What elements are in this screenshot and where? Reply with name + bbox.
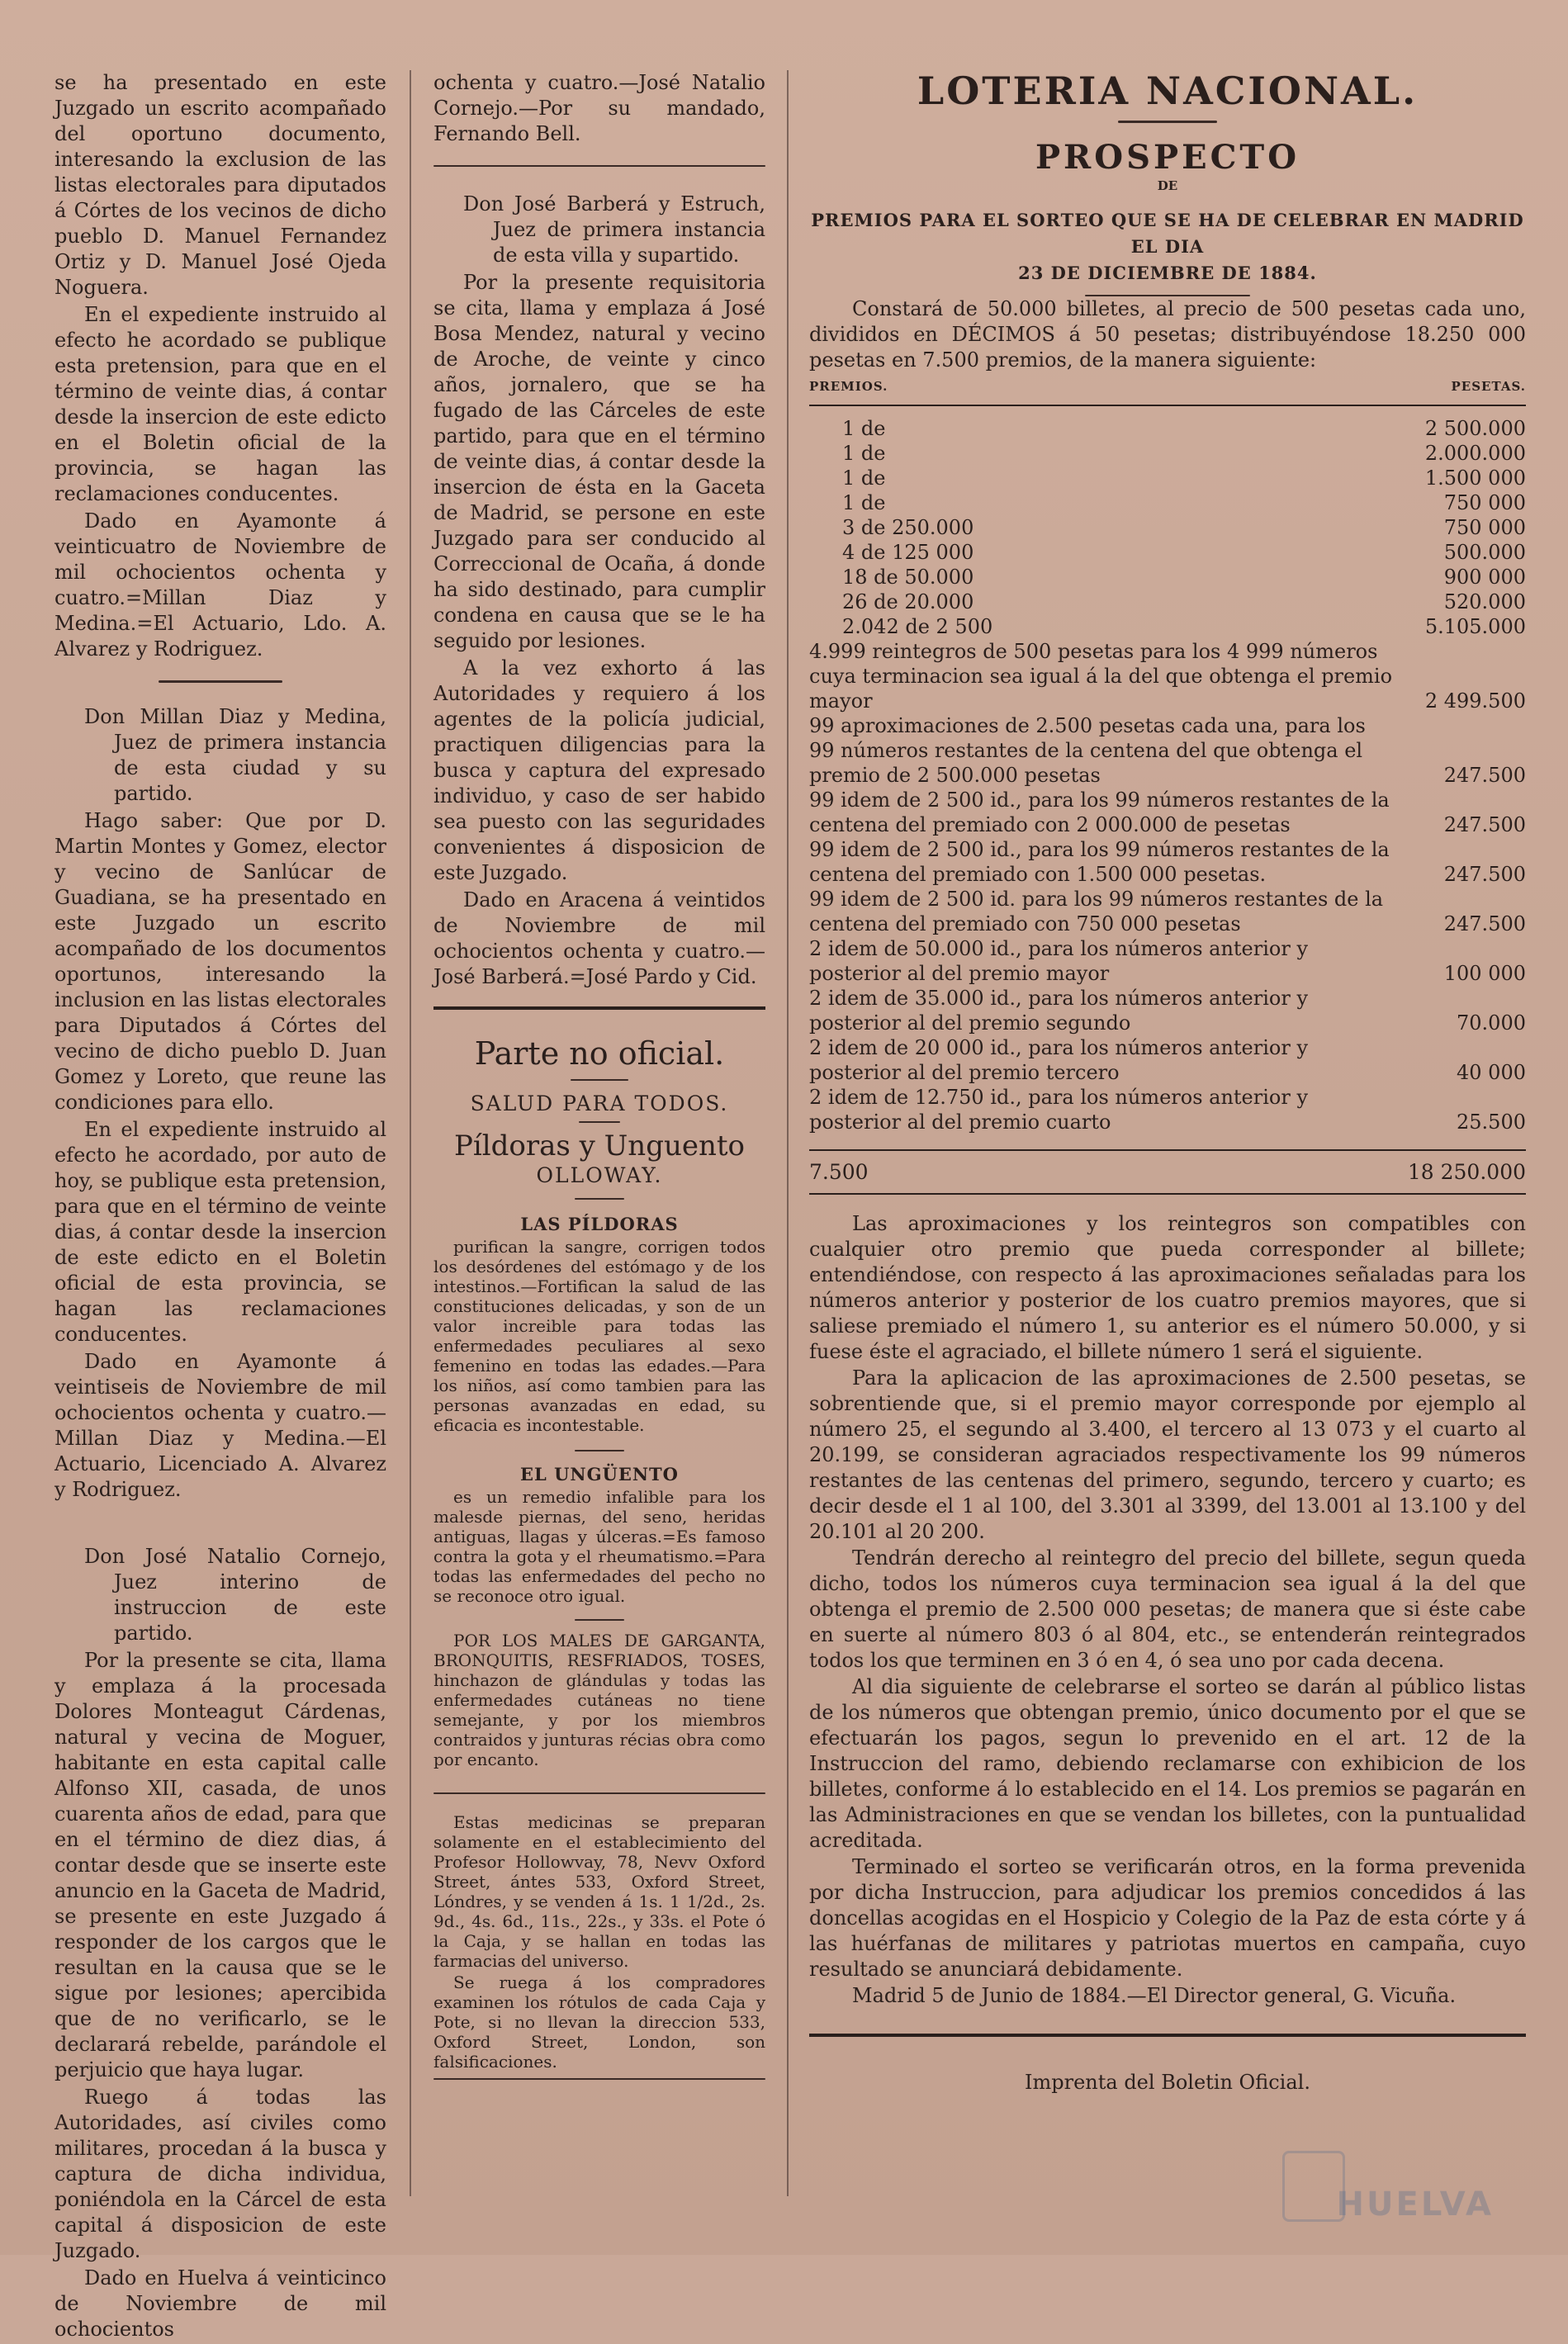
pesetas-header: PESETAS. bbox=[1451, 379, 1526, 394]
prize-row bbox=[809, 1085, 1526, 1134]
separator bbox=[433, 2078, 765, 2080]
prize-row bbox=[809, 1035, 1526, 1085]
prize-label: 1 de bbox=[842, 417, 886, 440]
col1-para: En el expediente instruido al efecto he acordado, por auto de hoy, se publique esta pretension, para que en el término de veinte dias, á contar desde la insercion de este edicto en el Boletin oficial de esta provincia, se hagan las reclamaciones conducentes. bbox=[54, 1118, 386, 1346]
prize-row bbox=[809, 986, 1526, 1035]
prospecto-heading: PROSPECTO bbox=[1035, 138, 1300, 177]
prize-amount: 247.500 bbox=[1443, 813, 1526, 836]
prize-label: 1 de bbox=[842, 491, 886, 514]
prize-amount: 100 000 bbox=[1443, 962, 1526, 985]
prize-label: 2.042 de 2 500 bbox=[842, 615, 993, 638]
ornament-separator bbox=[1118, 121, 1217, 123]
subtitle-line-1: PREMIOS PARA EL SORTEO QUE SE HA DE CELEBRAR EN MADRID EL DIA bbox=[811, 210, 1524, 257]
premios-header: PREMIOS. bbox=[809, 379, 888, 394]
imprenta-footer: Imprenta del Boletin Oficial. bbox=[1025, 2071, 1310, 2094]
loteria-para: Para la aplicacion de las aproximaciones de 2.500 pesetas, se sobrentiende que, si el premio mayor corresponde por ejemplo al número 25, el segundo al 3.400, el tercero al 13 073 y el cuarto al 20.199, se consideran agraciados respectivamente los 99 números restantes de las centenas del primero, segundo, tercero y cuarto; es decir desde el 1 al 100, del 3.301 al 3399, del 13.001 al 13.100 y del 20.101 al 20 200. bbox=[809, 1366, 1526, 1543]
unguento-text: es un remedio infalible para los malesde piernas, del seno, heridas antiguas, llagas y úlceras.=Es famoso contra la gota y el rheumatismo.=Para todas las enfermedades del pecho no se reconoce otro igual. bbox=[433, 1487, 765, 1606]
prize-amount: 2 499.500 bbox=[1424, 689, 1526, 713]
loteria-para: Las aproximaciones y los reintegros son compatibles con cualquier otro premio que pueda corresponder al billete; entendiéndose, con respecto á las aproximaciones señaladas para los números anterior y posterior de los cuatro premios mayores, que si saliese premiado el número 1, su anterior es el número 50.000, y si fuese éste el agraciado, el billete número 1 será el siguiente. bbox=[809, 1212, 1526, 1363]
prize-label: 4.999 reintegros de 500 pesetas para los 4 999 números cuya terminacion sea igual á la del que obtenga el premio mayor bbox=[809, 640, 1393, 713]
prize-amount: 247.500 bbox=[1443, 912, 1526, 935]
loteria-para: Al dia siguiente de celebrarse el sorteo se darán al público listas de los números que obtengan premio, único documento por el que se efectuarán los pagos, segun lo prevenido en el art. 12 de la Instruccion del ramo, debiendo reclamarse con exhibicion de los billetes, conforme á lo establecido en el 14. Los premios se pagarán en las Administraciones en que se vendan los billetes, con la puntualidad acreditada. bbox=[809, 1675, 1526, 1852]
col1-para: Dado en Ayamonte á veinticuatro de Noviembre de mil ochocientos ochenta y cuatro.=Millan Diaz y Medina.=El Actuario, Ldo. A. Alvarez y Rodriguez. bbox=[54, 509, 386, 661]
prize-label: 99 idem de 2 500 id. para los 99 números restantes de la centena del premiado con 750 000 pesetas bbox=[809, 888, 1384, 935]
subtitle-line-2: 23 DE DICIEMBRE DE 1884. bbox=[1018, 263, 1317, 283]
males-text: POR LOS MALES DE GARGANTA, BRONQUITIS, RESFRIADOS, TOSES, hinchazon de glándulas y todas las enfermedades cutáneas no tiene semejante, y por los miembros contraidos y junturas récias obra como por encanto. bbox=[433, 1631, 765, 1769]
prize-amount: 2.000.000 bbox=[1424, 442, 1526, 465]
col2-para: ochenta y cuatro.—José Natalio Cornejo.—Por su mandado, Fernando Bell. bbox=[433, 71, 765, 145]
prize-label: 99 idem de 2 500 id., para los 99 números restantes de la centena del premiado con 2 000.000 de pesetas bbox=[809, 788, 1390, 836]
prize-amount: 900 000 bbox=[1443, 566, 1526, 589]
separator-thick bbox=[809, 2034, 1526, 2037]
col2-para: Por la presente requisitoria se cita, llama y emplaza á José Bosa Mendez, natural y vecino de Aroche, de veinte y cinco años, jornalero, que se ha fugado de las Cárceles de este partido, para que en el término de veinte dias, á contar desde la insercion de ésta en la Gaceta de Madrid, se persone en este Juzgado para ser conducido al Correccional de Ocaña, á donde ha sido destinado, para cumplir condena en causa que se le ha seguido por lesiones. bbox=[433, 271, 765, 652]
prize-row bbox=[809, 837, 1526, 887]
prize-amount: 5.105.000 bbox=[1424, 615, 1526, 638]
column-3-loteria bbox=[809, 70, 1526, 2095]
loteria-para: Madrid 5 de Junio de 1884.—El Director general, G. Vicuña. bbox=[852, 1984, 1457, 2007]
column-rule bbox=[787, 70, 789, 2196]
prize-row bbox=[809, 441, 1526, 466]
estas-block bbox=[433, 1812, 765, 1971]
prize-amount: 25.500 bbox=[1457, 1110, 1526, 1134]
intro-text: Constará de 50.000 billetes, al precio de 500 pesetas cada uno, divididos en DÉCIMOS á 50 pesetas; distribuyéndose 18.250 000 pesetas en 7.500 premios, de la manera siguiente: bbox=[809, 297, 1526, 372]
prize-label: 18 de 50.000 bbox=[842, 566, 974, 589]
prize-row bbox=[809, 515, 1526, 540]
pildoras-subheading: LAS PÍLDORAS bbox=[520, 1214, 679, 1234]
col1-para: Por la presente se cita, llama y emplaza á la procesada Dolores Monteagut Cárdenas, natural y vecina de Moguer, habitante en esta capital calle Alfonso XII, casada, de unos cuarenta años de edad, para que en el término de diez dias, á contar desde que se inserte este anuncio en la Gaceta de Madrid, se presente en este Juzgado á responder de los cargos que le resultan en la causa que se le sigue por lesiones; apercibida que de no verificarlo, se le declarará rebelde, parándole el perjuicio que haya lugar. bbox=[54, 1649, 386, 2081]
separator bbox=[433, 165, 765, 167]
prize-row bbox=[809, 936, 1526, 986]
col2-para: A la vez exhorto á las Autoridades y requiero á los agentes de la policía judicial, practiquen diligencias para la busca y captura del expresado individuo, y caso de ser habido sea puesto con las seguridades convenientes á disposicion de este Juzgado. bbox=[433, 656, 765, 884]
col1-para: Dado en Huelva á veinticinco de Noviembre de mil ochocientos bbox=[54, 2266, 386, 2341]
column-2 bbox=[433, 70, 765, 2080]
prize-table bbox=[809, 416, 1526, 1134]
estas-text: Estas medicinas se preparan solamente en el establecimiento del Profesor Hollowvay, 78, Nevv Oxford Street, ántes 533, Oxford Street, Lóndres, y se venden á 1s. 1 1/2d., 2s. 9d., 4s. 6d., 11s., 22s., y 33s. el Pote ó la Caja, y se hallan en todas las farmacias del universo. bbox=[433, 1812, 765, 1971]
de-label: DE bbox=[1157, 178, 1178, 193]
pildoras-text: purifican la sangre, corrigen todos los desórdenes del estómago y de los intestinos.—Fortifican la salud de las constituciones delicadas, y son de un valor increible para todas las enfermedades peculiares al sexo femenino en todas las edades.—Para los niños, así como tambien para las personas avanzadas en edad, su eficacia es incontestable. bbox=[433, 1237, 765, 1435]
prize-row bbox=[809, 565, 1526, 590]
prize-row bbox=[809, 466, 1526, 490]
prize-row bbox=[809, 887, 1526, 936]
loteria-para: Terminado el sorteo se verificarán otros, en la forma prevenida por dicha Instruccion, para adjudicar los premios concedidos á las doncellas acogidas en el Hospicio y Colegio de la Paz de esta córte y á las huérfanas de militares y patriotas muertos en campaña, cuyo resultado se anunciará debidamente. bbox=[809, 1855, 1526, 1981]
prize-label: 2 idem de 35.000 id., para los números anterior y posterior al del premio segundo bbox=[809, 987, 1309, 1035]
separator bbox=[579, 1121, 620, 1123]
col1-para: En el expediente instruido al efecto he acordado se publique esta pretension, para que en el término de veinte dias, á contar desde la insercion de este edicto en el Boletin oficial de la provincia, se hagan las reclamaciones conducentes. bbox=[54, 303, 386, 505]
holloway-heading: OLLOWAY. bbox=[536, 1163, 663, 1187]
prize-amount: 2 500.000 bbox=[1424, 417, 1526, 440]
prize-amount: 40 000 bbox=[1457, 1061, 1526, 1084]
separator bbox=[575, 1619, 624, 1621]
prize-amount: 750 000 bbox=[1443, 516, 1526, 539]
parte-no-oficial-heading: Parte no oficial. bbox=[474, 1035, 725, 1072]
col2-para: Don José Barberá y Estruch, Juez de primera instancia de esta villa y supartido. bbox=[463, 192, 765, 267]
prize-label: 3 de 250.000 bbox=[842, 516, 974, 539]
col1-para: se ha presentado en este Juzgado un escrito acompañado del oportuno documento, interesando la exclusion de las listas electorales para diputados á Córtes de los vecinos de dicho pueblo D. Manuel Fernandez Ortiz y D. Manuel José Ojeda Noguera. bbox=[54, 71, 386, 299]
col1-para: Don Millan Diaz y Medina, Juez de primera instancia de esta ciudad y su partido. bbox=[84, 705, 386, 805]
loteria-para: Tendrán derecho al reintegro del precio del billete, segun queda dicho, todos los números cuya terminacion sea igual á la del que obtenga el premio de 2.500 000 pesetas; de manera que si éste cabe en suerte al número 803 ó al 804, etc., se entenderán reintegrados todos los que terminen en 3 ó en 4, ó sea uno por cada decena. bbox=[809, 1546, 1526, 1672]
prize-total-row bbox=[809, 1149, 1526, 1195]
prize-amount: 520.000 bbox=[1443, 590, 1526, 613]
col1-para: Dado en Ayamonte á veintiseis de Noviembre de mil ochocientos ochenta y cuatro.—Millan Diaz y Medina.—El Actuario, Licenciado A. Alvarez y Rodriguez. bbox=[54, 1350, 386, 1501]
prize-row bbox=[809, 590, 1526, 614]
separator-thick bbox=[433, 1006, 765, 1010]
prize-label: 99 idem de 2 500 id., para los 99 números restantes de la centena del premiado con 1.500 000 pesetas. bbox=[809, 838, 1390, 886]
total-amount: 18 250.000 bbox=[1407, 1160, 1526, 1184]
prize-amount: 247.500 bbox=[1443, 863, 1526, 886]
ruega-text: Se ruega á los compradores examinen los rótulos de cada Caja y Pote, si no llevan la direccion 533, Oxford Street, London, son falsificaciones. bbox=[433, 1972, 765, 2072]
total-count: 7.500 bbox=[809, 1160, 869, 1184]
prize-label: 2 idem de 12.750 id., para los números anterior y posterior al del premio cuarto bbox=[809, 1086, 1309, 1134]
separator bbox=[575, 1450, 624, 1451]
prize-table-header bbox=[809, 374, 1526, 406]
salud-heading: SALUD PARA TODOS. bbox=[470, 1091, 729, 1115]
col2-para: Dado en Aracena á veintidos de Noviembre de mil ochocientos ochenta y cuatro.—José Barberá.=José Pardo y Cid. bbox=[433, 888, 765, 988]
prize-row bbox=[809, 639, 1526, 713]
males-block bbox=[433, 1631, 765, 1769]
ruega-block bbox=[433, 1972, 765, 2072]
col1-para: Ruego á todas las Autoridades, así civiles como militares, procedan á la busca y captura de dicha individua, poniéndola en la Cárcel de esta capital á disposicion de este Juzgado. bbox=[54, 2086, 386, 2262]
prize-label: 26 de 20.000 bbox=[842, 590, 974, 613]
loteria-title: LOTERIA NACIONAL. bbox=[917, 69, 1419, 113]
prize-label: 1 de bbox=[842, 466, 886, 490]
separator bbox=[433, 1792, 765, 1794]
col1-para: Hago saber: Que por D. Martin Montes y Gomez, elector y vecino de Sanlúcar de Guadiana, se ha presentado en este Juzgado un escrito acompañado de los documentos oportunos, interesando la inclusion en las listas electorales para Diputados á Córtes del vecino de dicho pueblo D. Juan Gomez y Loreto, que reune las condiciones para ello. bbox=[54, 809, 386, 1114]
prize-label: 99 aproximaciones de 2.500 pesetas cada una, para los 99 números restantes de la centena del que obtenga el premio de 2 500.000 pesetas bbox=[809, 714, 1366, 787]
prize-amount: 1.500 000 bbox=[1424, 466, 1526, 490]
unguento-subheading: EL UNGÜENTO bbox=[520, 1464, 679, 1485]
unguento-block bbox=[433, 1487, 765, 1606]
archive-watermark: HUELVA bbox=[1336, 2185, 1494, 2223]
prize-row bbox=[809, 713, 1526, 788]
prize-amount: 247.500 bbox=[1443, 764, 1526, 787]
prize-amount: 750 000 bbox=[1443, 491, 1526, 514]
prize-row bbox=[809, 614, 1526, 639]
prize-label: 2 idem de 20 000 id., para los números anterior y posterior al del premio tercero bbox=[809, 1036, 1309, 1084]
prize-row bbox=[809, 540, 1526, 565]
column-rule bbox=[410, 70, 411, 2196]
prize-amount: 70.000 bbox=[1457, 1011, 1526, 1035]
col1-para: Don José Natalio Cornejo, Juez interino de instruccion de este partido. bbox=[84, 1545, 386, 1645]
pildoras-heading: Píldoras y Unguento bbox=[453, 1129, 746, 1163]
separator bbox=[575, 1198, 624, 1200]
prize-label: 1 de bbox=[842, 442, 886, 465]
prize-amount: 500.000 bbox=[1443, 541, 1526, 564]
separator bbox=[159, 680, 282, 683]
prize-label: 4 de 125 000 bbox=[842, 541, 974, 564]
prize-row bbox=[809, 490, 1526, 515]
prize-row bbox=[809, 416, 1526, 441]
column-1 bbox=[54, 70, 386, 2344]
prize-row bbox=[809, 788, 1526, 837]
prize-label: 2 idem de 50.000 id., para los números anterior y posterior al del premio mayor bbox=[809, 937, 1309, 985]
pildoras-block bbox=[433, 1237, 765, 1435]
separator bbox=[571, 1079, 628, 1081]
